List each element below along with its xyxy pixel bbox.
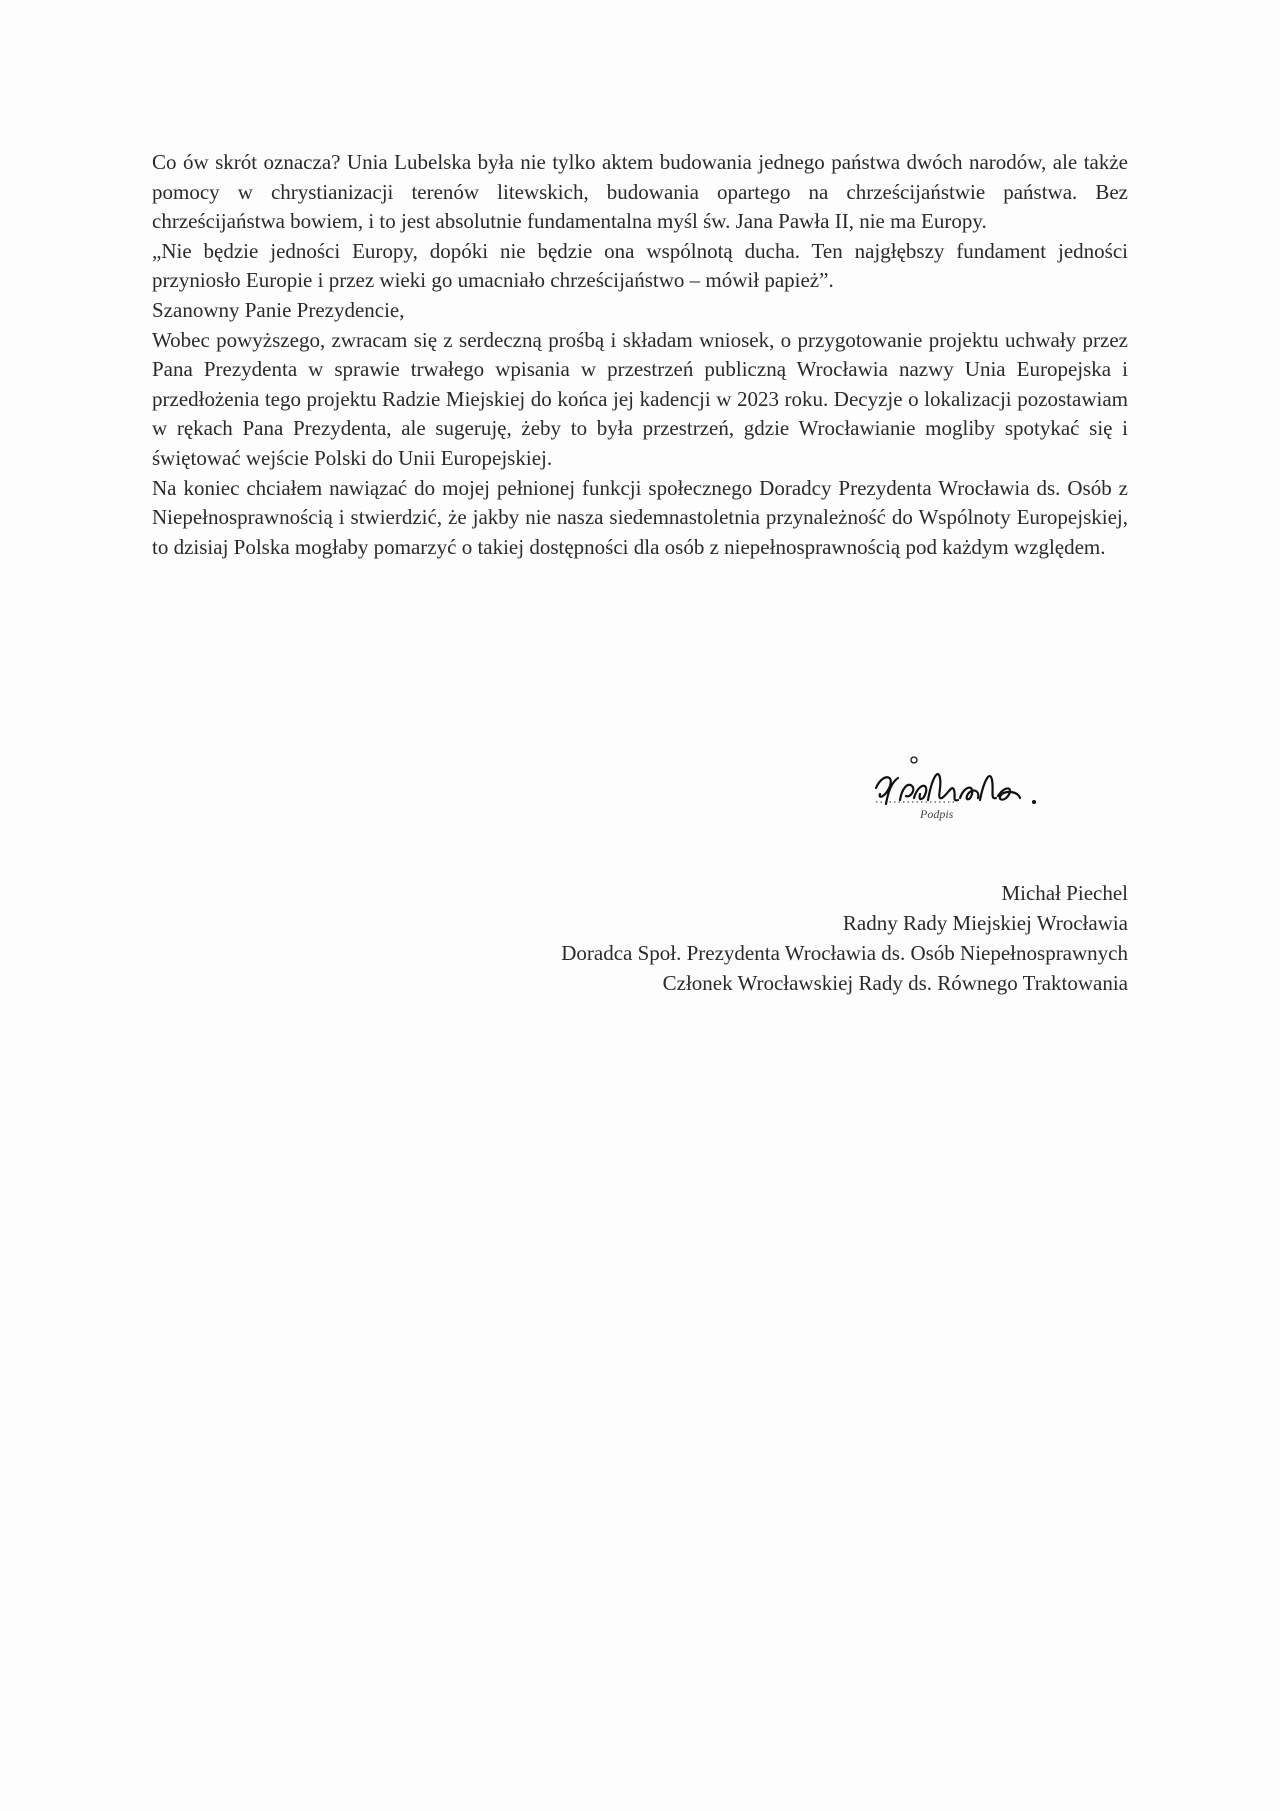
- signature-caption: Podpis: [920, 807, 954, 821]
- signer-name: Michał Piechel: [1001, 881, 1128, 905]
- paragraph-unia-lubelska: Co ów skrót oznacza? Unia Lubelska była nie tylko aktem budowania jednego państwa dwóch narodów, ale także pomocy w chrystianizacji terenów litewskich, budowania opartego na chrześcijaństwie państwa. Bez chrześcijaństwa bowiem, i to jest absolutnie fundamentalna myśl św. Jana Pawła II, nie ma Europy.: [152, 150, 1128, 234]
- signer-role-advisor: Doradca Społ. Prezydenta Wrocławia ds. Osób Niepełnosprawnych: [561, 941, 1128, 965]
- salutation: Szanowny Panie Prezydencie,: [152, 297, 405, 322]
- signature-image: [856, 748, 1096, 828]
- handwritten-signature: [856, 748, 1096, 828]
- paragraph-closing: Na koniec chciałem nawiązać do mojej pełnionej funkcji społecznego Doradcy Prezydenta Wrocławia ds. Osób z Niepełnosprawnością i stwierdzić, że jakby nie nasza siedemnastoletnia przynależność do Wspólnoty Europejskiej, to dzisiaj Polska mogłaby pomarzyć o takiej dostępności dla osób z niepełnosprawnością pod każdym względem.: [152, 475, 1128, 559]
- signer-role-member: Członek Wrocławskiej Rady ds. Równego Traktowania: [662, 971, 1128, 995]
- paragraph-request: Wobec powyższego, zwracam się z serdeczną prośbą i składam wniosek, o przygotowanie projektu uchwały przez Pana Prezydenta w sprawie trwałego wpisania w przestrzeń publiczną Wrocławia nazwy Unia Europejska i przedłożenia tego projektu Radzie Miejskiej do końca jej kadencji w 2023 roku. Decyzje o lokalizacji pozostawiam w rękach Pana Prezydenta, ale sugeruję, żeby to była przestrzeń, gdzie Wrocławianie mogliby spotykać się i świętować wejście Polski do Unii Europejskiej.: [152, 327, 1128, 470]
- paragraph-quote: „Nie będzie jedności Europy, dopóki nie będzie ona wspólnotą ducha. Ten najgłębszy fundament jedności przyniosło Europie i przez wieki go umacniało chrześcijaństwo – mówił papież”.: [152, 238, 1128, 293]
- signer-role-councillor: Radny Rady Miejskiej Wrocławia: [842, 911, 1128, 935]
- signer-block: [368, 878, 1128, 998]
- letter-body: [152, 148, 1128, 562]
